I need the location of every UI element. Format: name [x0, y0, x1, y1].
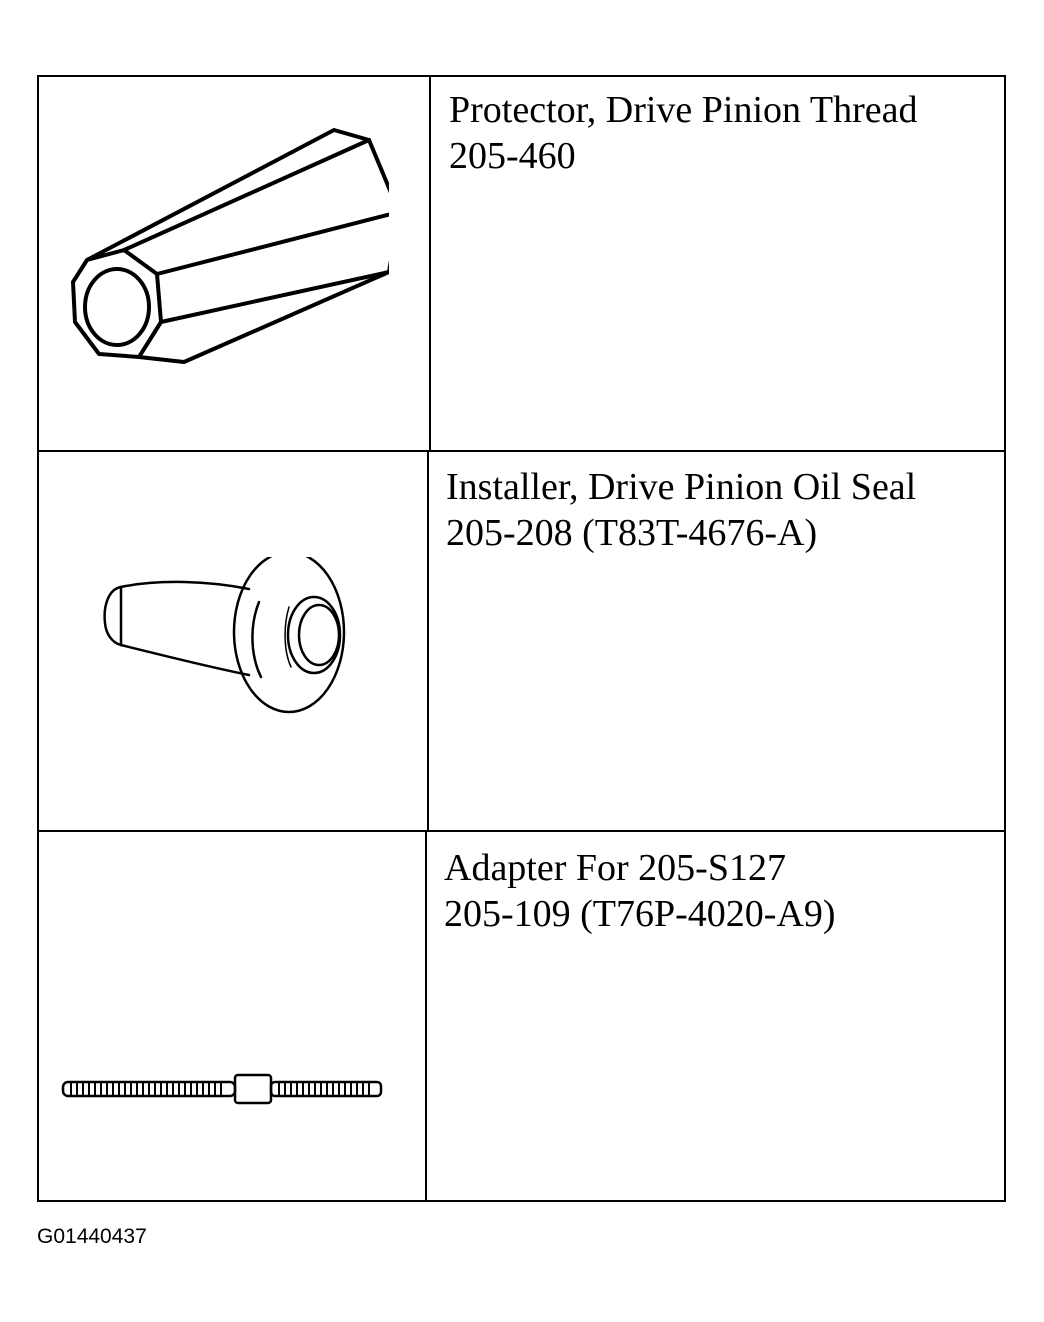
special-tools-table: [37, 75, 1006, 1202]
tool-description: [449, 87, 917, 179]
figure-id: G01440437: [37, 1225, 147, 1248]
tool-name: Installer, Drive Pinion Oil Seal: [446, 466, 917, 508]
column-divider: [429, 77, 431, 452]
column-divider: [425, 832, 427, 1202]
column-divider: [427, 452, 429, 832]
tool-description: [444, 845, 836, 937]
oil-seal-installer-illustration: [99, 557, 359, 792]
tool-number: 205-208 (T83T-4676-A): [446, 512, 818, 554]
thread-protector-illustration: [69, 122, 389, 372]
tool-row: [39, 452, 1004, 832]
tool-description: [446, 464, 916, 556]
tool-name: Adapter For 205-S127: [444, 847, 786, 889]
tool-number: 205-460: [449, 135, 576, 177]
adapter-rod-illustration: [59, 1072, 389, 1112]
tool-name: Protector, Drive Pinion Thread: [449, 89, 918, 131]
tool-row: [39, 77, 1004, 452]
tool-row: [39, 832, 1004, 1202]
tool-number: 205-109 (T76P-4020-A9): [444, 893, 836, 935]
